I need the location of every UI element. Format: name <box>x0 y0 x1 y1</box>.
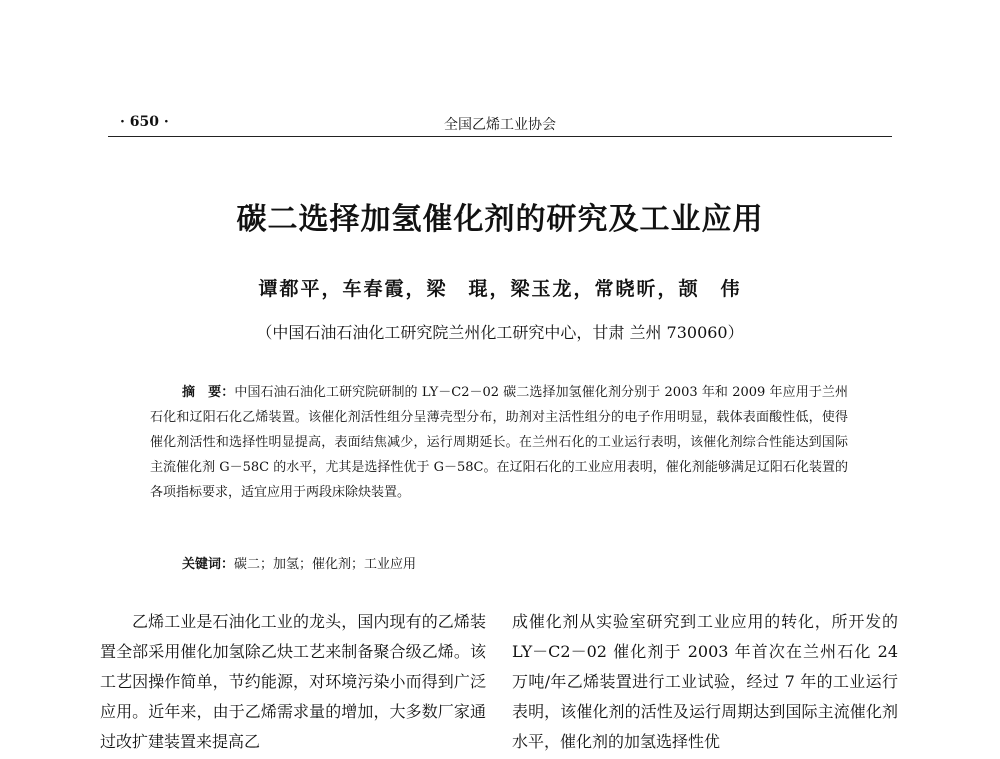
page-number: · 650 · <box>120 114 169 130</box>
article-title: 碳二选择加氢催化剂的研究及工业应用 <box>236 202 764 237</box>
keywords-text: 碳二；加氢；催化剂；工业应用 <box>234 557 417 572</box>
author-list: 谭都平，车春霞，梁 琨，梁玉龙，常晓昕，颉 伟 <box>258 278 742 300</box>
keywords <box>182 553 416 572</box>
body-right-column: 成催化剂从实验室研究到工业应用的转化，所开发的 LY－C2－02 催化剂于 2003 年首次在兰州石化 24 万吨/年乙烯装置进行工业试验，经过 7 年的工业运行表明，该催化剂的活性及运行周期达到国际主流催化剂水平，催化剂的加氢选择性优 <box>512 612 898 751</box>
abstract <box>150 380 848 505</box>
body-left-column: 乙烯工业是石油化工业的龙头，国内现有的乙烯装置全部采用催化加氢除乙炔工艺来制备聚合级乙烯。该工艺因操作简单，节约能源，对环境污染小而得到广泛应用。近年来，由于乙烯需求量的增加，大多数厂家通过改扩建装置来提高乙 <box>100 612 486 751</box>
abstract-text: 中国石油石油化工研究院研制的 LY－C2－02 碳二选择加氢催化剂分别于 2003 年和 2009 年应用于兰州石化和辽阳石化乙烯装置。该催化剂活性组分呈薄壳型分布，助剂对主活性组分的电子作用明显，载体表面酸性低，使得催化剂活性和选择性明显提高，表面结焦减少，运行周期延长。在兰州石化的工业运行表明，该催化剂综合性能达到国际主流催化剂 G－58C 的水平，尤其是选择性优于 G－58C。在辽阳石化的工业应用表明，催化剂能够满足辽阳石化装置的各项指标要求，适宜应用于两段床除炔装置。 <box>150 385 848 500</box>
journal-name: 全国乙烯工业协会 <box>444 117 556 133</box>
keywords-label: 关键词： <box>182 557 235 572</box>
running-header <box>108 112 892 137</box>
abstract-label: 摘 要： <box>182 385 235 400</box>
affiliation: （中国石油石油化工研究院兰州化工研究中心，甘肃 兰州 730060） <box>256 323 744 342</box>
